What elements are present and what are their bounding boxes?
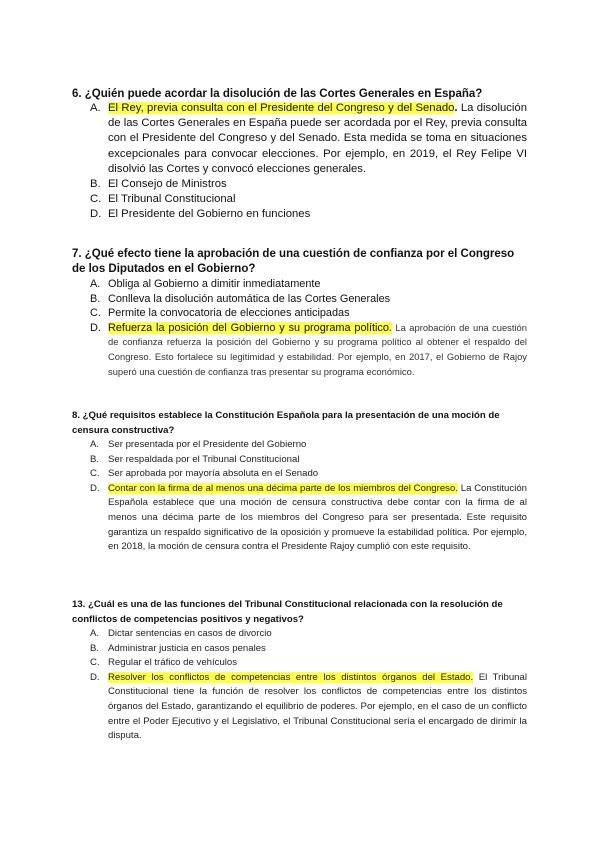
option-text: El Presidente del Gobierno en funciones [108, 208, 311, 221]
option-letter: B. [90, 453, 100, 465]
options-list [72, 438, 527, 555]
option-letter: D. [90, 671, 100, 683]
question-13 [72, 598, 527, 744]
option-letter: A. [90, 439, 100, 450]
option-text: Dictar sentencias en casos de divorcio [108, 628, 272, 639]
option-c [72, 656, 527, 671]
answer-explanation: La disolución de las Cortes Generales en España puede ser acordada por el Rey, previa consulta con el Presidente del Congreso y del Senado. Esta medida se toma en situaciones excepcionales para convocar elecciones. Por ejemplo, en 2019, el Rey Felipe VI disolvió las Cortes y convocó elecciones generales. [108, 102, 527, 175]
option-letter: A. [90, 278, 101, 290]
answer-explanation: La Constitución Española establece que una moción de censura constructiva debe contar con la firma de al menos una décima parte de los miembros del Congreso para ser presentada. Este requisito garantiza un respaldo significativo de la oposición y promueve la estabilidad política. Por ejemplo, en 2018, la moción de censura contra el Presidente Rajoy cumplió con este requisito. [108, 482, 527, 553]
highlighted-answer: El Rey, previa consulta con el Presidente del Congreso y del Senado [108, 102, 455, 114]
option-letter: D. [90, 321, 101, 334]
option-c [72, 306, 527, 321]
option-letter: B. [90, 642, 100, 654]
option-letter: C. [90, 193, 102, 206]
option-letter: A. [90, 102, 101, 114]
option-b [72, 642, 527, 657]
option-d [72, 207, 527, 222]
question-title: 8. ¿Qué requisitos establece la Constitución Española para la presentación de una moción de censura constructiva? [72, 410, 500, 436]
option-d [72, 321, 527, 379]
option-b [72, 453, 527, 468]
option-letter: A. [90, 628, 100, 639]
highlighted-answer: Refuerza la posición del Gobierno y su programa político. [108, 321, 392, 334]
question-title: 6. ¿Quién puede acordar la disolución de las Cortes Generales en España? [72, 88, 483, 100]
option-a [72, 627, 527, 642]
option-d [72, 671, 527, 744]
question-8 [72, 409, 527, 555]
options-list [72, 101, 527, 223]
option-letter: B. [90, 178, 101, 191]
option-text: Ser aprobada por mayoría absoluta en el Senado [108, 468, 319, 480]
options-list [72, 277, 527, 379]
question-title: 7. ¿Qué efecto tiene la aprobación de una cuestión de confianza por el Congreso de los Diputados en el Gobierno? [72, 248, 515, 275]
option-text: El Consejo de Ministros [108, 178, 227, 191]
option-d [72, 482, 527, 555]
options-list [72, 627, 527, 744]
question-7 [72, 247, 527, 379]
option-text: El Tribunal Constitucional [108, 193, 236, 206]
option-text: Regular el tráfico de vehículos [108, 657, 238, 669]
option-b [72, 177, 527, 192]
answer-period: . [454, 102, 458, 114]
option-b [72, 292, 527, 307]
option-text: Permite la convocatoria de elecciones anticipadas [108, 307, 350, 320]
option-text: Administrar justicia en casos penales [108, 642, 266, 654]
option-letter: C. [90, 468, 100, 480]
option-letter: C. [90, 657, 100, 669]
option-c [72, 192, 527, 207]
question-6 [72, 87, 527, 223]
option-letter: D. [90, 482, 100, 494]
option-text: Obliga al Gobierno a dimitir inmediatamente [108, 278, 321, 290]
answer-explanation: La aprobación de una cuestión de confianza refuerza la posición del Gobierno y su programa político al obtener el respaldo del Congreso. Esto fortalece su legitimidad y estabilidad. Por ejemplo, en 2017, el Gobierno de Rajoy superó una cuestión de confianza tras presentar su programa económico. [108, 321, 527, 377]
question-title: 13. ¿Cuál es una de las funciones del Tribunal Constitucional relacionada con la resolución de conflictos de competencias positivos y negativos? [72, 599, 503, 625]
option-text: Conlleva la disolución automática de las Cortes Generales [108, 292, 391, 305]
option-c [72, 467, 527, 482]
option-letter: C. [90, 307, 101, 320]
option-text: Ser presentada por el Presidente del Gobierno [108, 439, 307, 450]
highlighted-answer: Resolver los conflictos de competencias entre los distintos órganos del Estado. [108, 671, 474, 683]
answer-explanation: El Tribunal Constitucional tiene la función de resolver los conflictos de competencias entre los distintos órganos del Estado, garantizando el equilibrio de poderes. Por ejemplo, en el caso de un conflicto entre el Poder Ejecutivo y el Legislativo, el Tribunal Constitucional sería el encargado de dirimir la disputa. [108, 671, 527, 742]
option-a [72, 101, 527, 177]
option-a [72, 438, 527, 453]
highlighted-answer: Contar con la firma de al menos una décima parte de los miembros del Congreso. [108, 482, 458, 494]
option-letter: D. [90, 208, 102, 221]
option-a [72, 277, 527, 292]
option-letter: B. [90, 292, 101, 305]
option-text: Ser respaldada por el Tribunal Constitucional [108, 453, 300, 465]
